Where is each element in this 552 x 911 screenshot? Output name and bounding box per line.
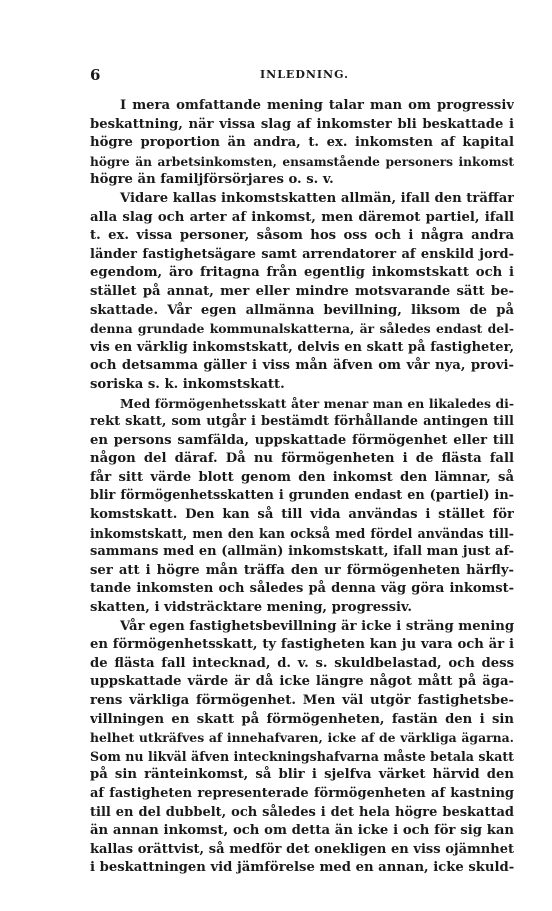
text-line: någon del däraf. Då nu förmögenheten i de flästa fall	[90, 451, 514, 467]
text-line: en förmögenhetsskatt, ty fastigheten kan ju vara och är i	[90, 637, 514, 653]
text-line: Med förmögenhetsskatt åter menar man en likaledes di-	[120, 395, 514, 411]
text-line: får sitt värde blott genom den inkomst den lämnar, så	[90, 469, 514, 485]
text-line: vis en värklig inkomstskatt, delvis en skatt på fastigheter,	[90, 339, 514, 355]
text-line: I mera omfattande mening talar man om progressiv	[120, 98, 514, 113]
text-line: ser att i högre mån träffa den ur förmögenheten härfly-	[90, 562, 514, 578]
text-line: blir förmögenhetsskatten i grunden endast en (partiel) in-	[90, 488, 514, 504]
text-line: de flästa fall intecknad, d. v. s. skuldbelastad, och dess	[90, 655, 514, 671]
text-line: skatten, i vidsträcktare mening, progressiv.	[90, 600, 412, 616]
text-line: beskattning, när vissa slag af inkomster bli beskattade i	[90, 116, 514, 132]
text-line: och detsamma gäller i viss mån äfven om vår nya, provi-	[90, 358, 514, 374]
text-line: sammans med en (allmän) inkomstskatt, ifall man just af-	[90, 544, 514, 560]
text-line: rens värkliga förmögenhet. Men väl utgör fastighetsbe-	[90, 693, 514, 708]
text-line: på sin ränteinkomst, så blir i sjelfva värket härvid den	[90, 767, 514, 783]
text-line: tande inkomsten och således på denna väg göra inkomst-	[90, 581, 514, 597]
text-line: villningen en skatt på förmögenheten, fastän den i sin	[90, 711, 514, 727]
text-line: uppskattade värde är då icke längre något mått på äga-	[90, 674, 514, 690]
text-line: kallas orättvist, så medför det onekligen en viss ojämnhet	[90, 841, 514, 857]
running-head	[90, 66, 510, 86]
text-line: rekt skatt, som utgår i bestämdt förhållande antingen till	[90, 414, 514, 430]
page-number: 6	[90, 66, 101, 84]
running-title: INLEDNING.	[260, 68, 349, 81]
text-line: i beskattningen vid jämförelse med en annan, icke skuld-	[90, 860, 514, 876]
text-line: denna grundade kommunalskatterna, är således endast del-	[90, 321, 514, 337]
text-line: af fastigheten representerade förmögenheten af kastning	[90, 785, 514, 801]
text-line: inkomstskatt, men den kan också med fördel användas till-	[90, 525, 514, 541]
text-line: länder fastighetsägare samt arrendatorer af enskild jord-	[90, 246, 514, 262]
text-line: högre än familjförsörjares o. s. v.	[90, 172, 334, 188]
text-line: än annan inkomst, och om detta än icke i och för sig kan	[90, 823, 514, 839]
text-line: stället på annat, mer eller mindre motsvarande sätt be-	[90, 283, 514, 299]
text-line: högre proportion än andra, t. ex. inkomsten af kapital	[90, 135, 514, 151]
text-line: egendom, äro fritagna från egentlig inkomstskatt och i	[90, 265, 514, 281]
text-line: Som nu likväl äfven inteckningshafvarna måste betala skatt	[90, 748, 514, 764]
text-line: en persons samfälda, uppskattade förmögenhet eller till	[90, 432, 514, 448]
text-line: alla slag och arter af inkomst, men däremot partiel, ifall	[90, 209, 514, 225]
text-line: helhet utkräfves af innehafvaren, icke af de värkliga ägarna.	[90, 730, 514, 746]
text-line: Vår egen fastighetsbevillning är icke i sträng mening	[120, 618, 514, 634]
text-line: t. ex. vissa personer, såsom hos oss och i några andra	[90, 228, 514, 244]
text-line: soriska s. k. inkomstskatt.	[90, 376, 285, 392]
text-line: Vidare kallas inkomstskatten allmän, ifall den träffar	[120, 190, 514, 206]
text-line: skattade. Vår egen allmänna bevillning, liksom de på	[90, 302, 514, 318]
body-text	[90, 97, 514, 878]
text-line: högre än arbetsinkomsten, ensamstående personers inkomst	[90, 154, 514, 169]
text-line: komstskatt. Den kan så till vida användas i stället för	[90, 507, 514, 523]
text-line: till en del dubbelt, och således i det hela högre beskattad	[90, 804, 514, 820]
